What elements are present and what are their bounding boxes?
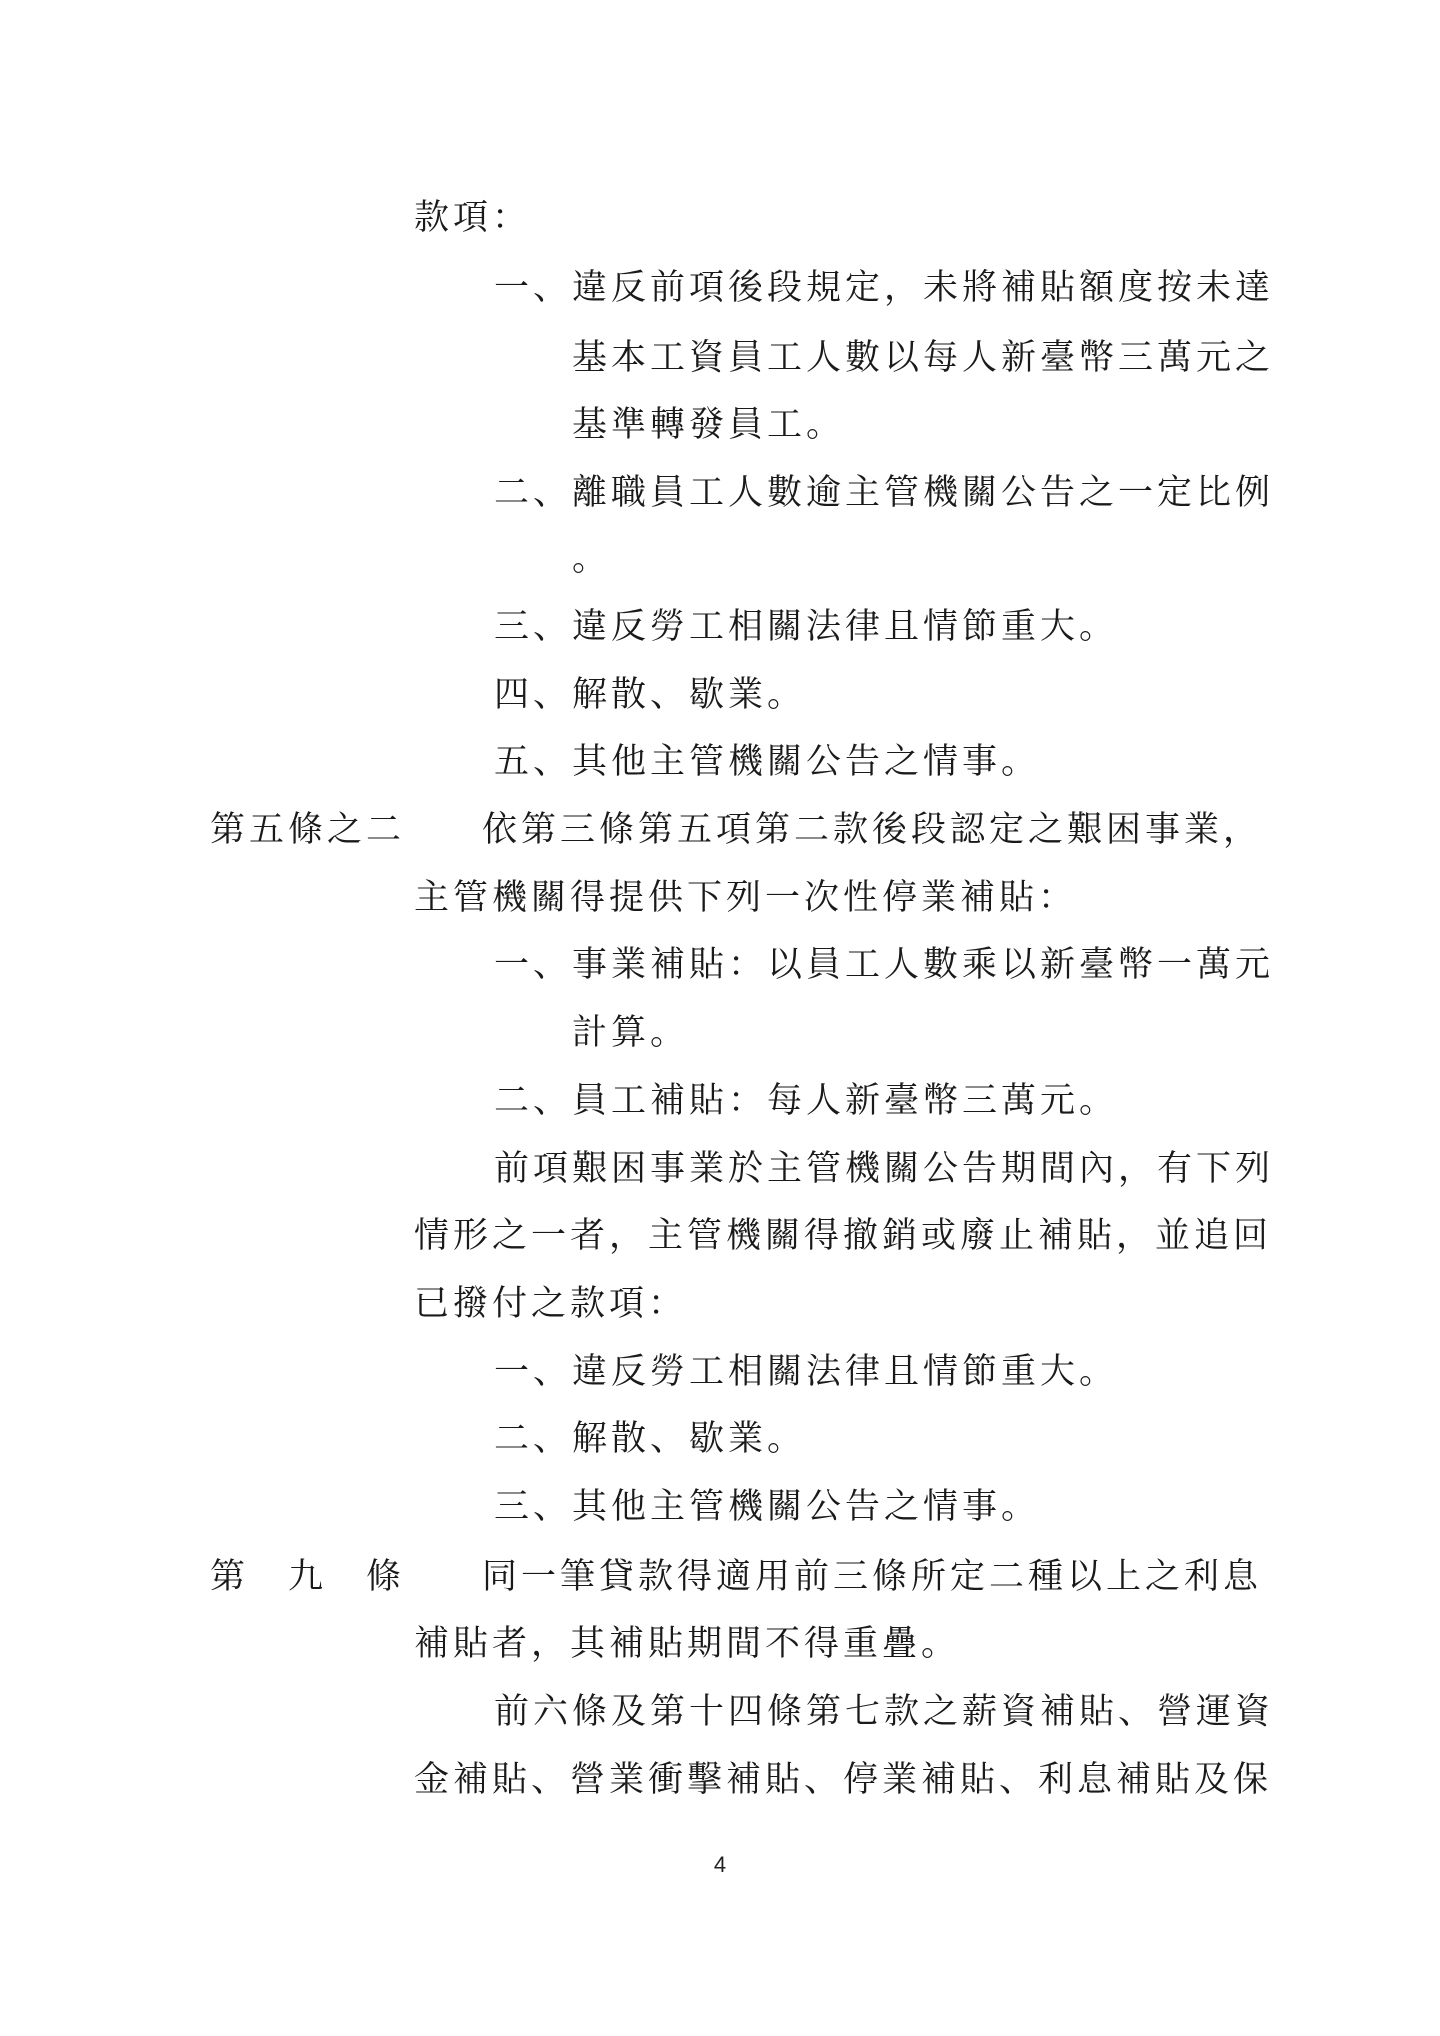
page-number: 4 [713,1852,727,1877]
text-line: 基本工資員工人數以每人新臺幣三萬元之 [572,338,1275,378]
text-line: 金補貼、營業衝擊補貼、停業補貼、利息補貼及保 [414,1760,1273,1800]
text-line: 主管機關得提供下列一次性停業補貼： [414,878,1078,918]
text-line: 二、離職員工人數逾主管機關公告之一定比例 [494,473,1275,513]
text-line: 已撥付之款項： [414,1284,688,1324]
text-line: 三、違反勞工相關法律且情節重大。 [494,607,1119,647]
text-line: 依第三條第五項第二款後段認定之艱困事業， [482,810,1263,850]
text-line: 計算。 [572,1013,690,1053]
article-heading: 第 九 條 [210,1557,406,1597]
text-line: 同一筆貸款得適用前三條所定二種以上之利息 [482,1557,1263,1597]
text-line: 二、解散、歇業。 [494,1419,807,1459]
text-line: 三、其他主管機關公告之情事。 [494,1487,1041,1527]
text-line: 前項艱困事業於主管機關公告期間內，有下列 [494,1149,1275,1189]
text-line: 二、員工補貼：每人新臺幣三萬元。 [494,1081,1119,1121]
text-line: 五、其他主管機關公告之情事。 [494,742,1041,782]
article-heading: 第五條之二 [210,810,406,850]
text-line: 四、解散、歇業。 [494,675,807,715]
text-line: 前六條及第十四條第七款之薪資補貼、營運資 [494,1692,1275,1732]
text-line: 一、違反勞工相關法律且情節重大。 [494,1352,1119,1392]
text-line: 一、事業補貼：以員工人數乘以新臺幣一萬元 [494,945,1275,985]
text-line: 情形之一者，主管機關得撤銷或廢止補貼，並追回 [414,1216,1273,1256]
text-line: 基準轉發員工。 [572,405,846,445]
text-line: 款項： [414,198,532,238]
text-line: 補貼者，其補貼期間不得重疊。 [414,1624,961,1664]
text-line: 一、違反前項後段規定，未將補貼額度按未達 [494,268,1275,308]
text-line: 。 [572,539,612,579]
